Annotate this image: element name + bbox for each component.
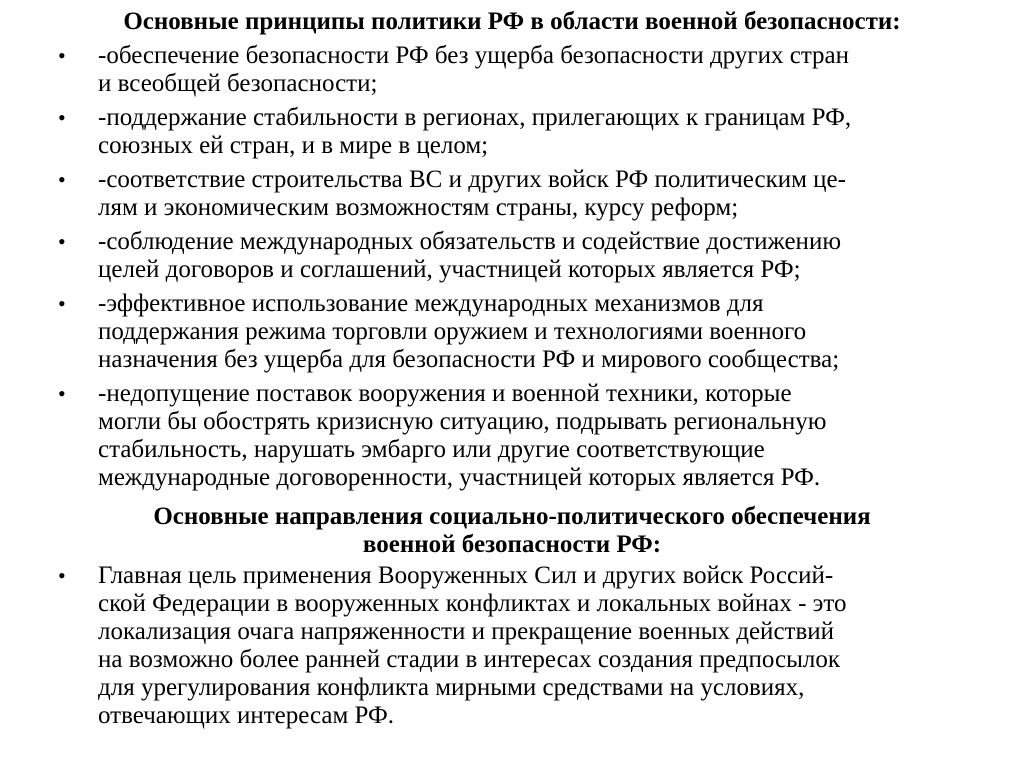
item-line: -соблюдение международных обязательств и содействие достижению xyxy=(98,228,841,255)
item-line: лям и экономическим возможностям страны, курсу реформ; xyxy=(98,194,739,221)
item-line: -поддержание стабильности в регионах, прилегающих к границам РФ, xyxy=(98,104,852,131)
item-line: союзных ей стран, и в мире в целом; xyxy=(98,132,489,159)
item-line: для урегулирования конфликта мирными средствами на условиях, xyxy=(98,674,805,701)
item-line: ской Федерации в вооруженных конфликтах и локальных войнах - это xyxy=(98,590,847,617)
heading-line: Основные направления социально-политического обеспечения xyxy=(153,503,871,530)
item-line: стабильность, нарушать эмбарго или другие соответствующие xyxy=(98,436,765,463)
item-line: -обеспечение безопасности РФ без ущерба безопасности других стран xyxy=(98,42,850,69)
bullet-icon: • xyxy=(58,291,66,316)
item-line: -недопущение поставок вооружения и военной техники, которые xyxy=(98,380,792,407)
bullet-icon: • xyxy=(58,563,66,588)
item-line: поддержания режима торговли оружием и технологиями военного xyxy=(98,318,807,345)
bullet-icon: • xyxy=(58,43,66,68)
heading-line: военной безопасности РФ: xyxy=(362,531,662,558)
item-line: -соответствие строительства ВС и других войск РФ политическим це- xyxy=(98,166,846,193)
bullet-icon: • xyxy=(58,381,66,406)
list-item xyxy=(0,228,1024,284)
list-item xyxy=(0,290,1024,374)
heading-line: Основные принципы политики РФ в области военной безопасности: xyxy=(123,8,901,35)
directions-list xyxy=(0,562,1024,736)
list-item xyxy=(0,104,1024,160)
bullet-icon: • xyxy=(58,167,66,192)
item-line: целей договоров и соглашений, участницей которых является РФ; xyxy=(98,256,801,283)
section-heading-directions xyxy=(40,503,984,559)
item-line: Главная цель применения Вооруженных Сил и других войск Россий- xyxy=(98,562,834,589)
item-line: назначения без ущерба для безопасности РФ и мирового сообщества; xyxy=(98,346,840,373)
bullet-icon: • xyxy=(58,229,66,254)
item-line: локализация очага напряженности и прекращение военных действий xyxy=(98,618,835,645)
item-line: отвечающих интересам РФ. xyxy=(98,702,394,729)
item-line: и всеобщей безопасности; xyxy=(98,70,378,97)
list-item xyxy=(0,380,1024,492)
section-heading-principles xyxy=(40,8,984,36)
bullet-icon: • xyxy=(58,105,66,130)
principles-list xyxy=(0,42,1024,498)
list-item xyxy=(0,166,1024,222)
item-line: международные договоренности, участницей которых является РФ. xyxy=(98,464,821,491)
list-item xyxy=(0,562,1024,730)
list-item xyxy=(0,42,1024,98)
item-line: могли бы обострять кризисную ситуацию, подрывать региональную xyxy=(98,408,827,435)
item-line: -эффективное использование международных механизмов для xyxy=(98,290,764,317)
item-line: на возможно более ранней стадии в интересах создания предпосылок xyxy=(98,646,841,673)
